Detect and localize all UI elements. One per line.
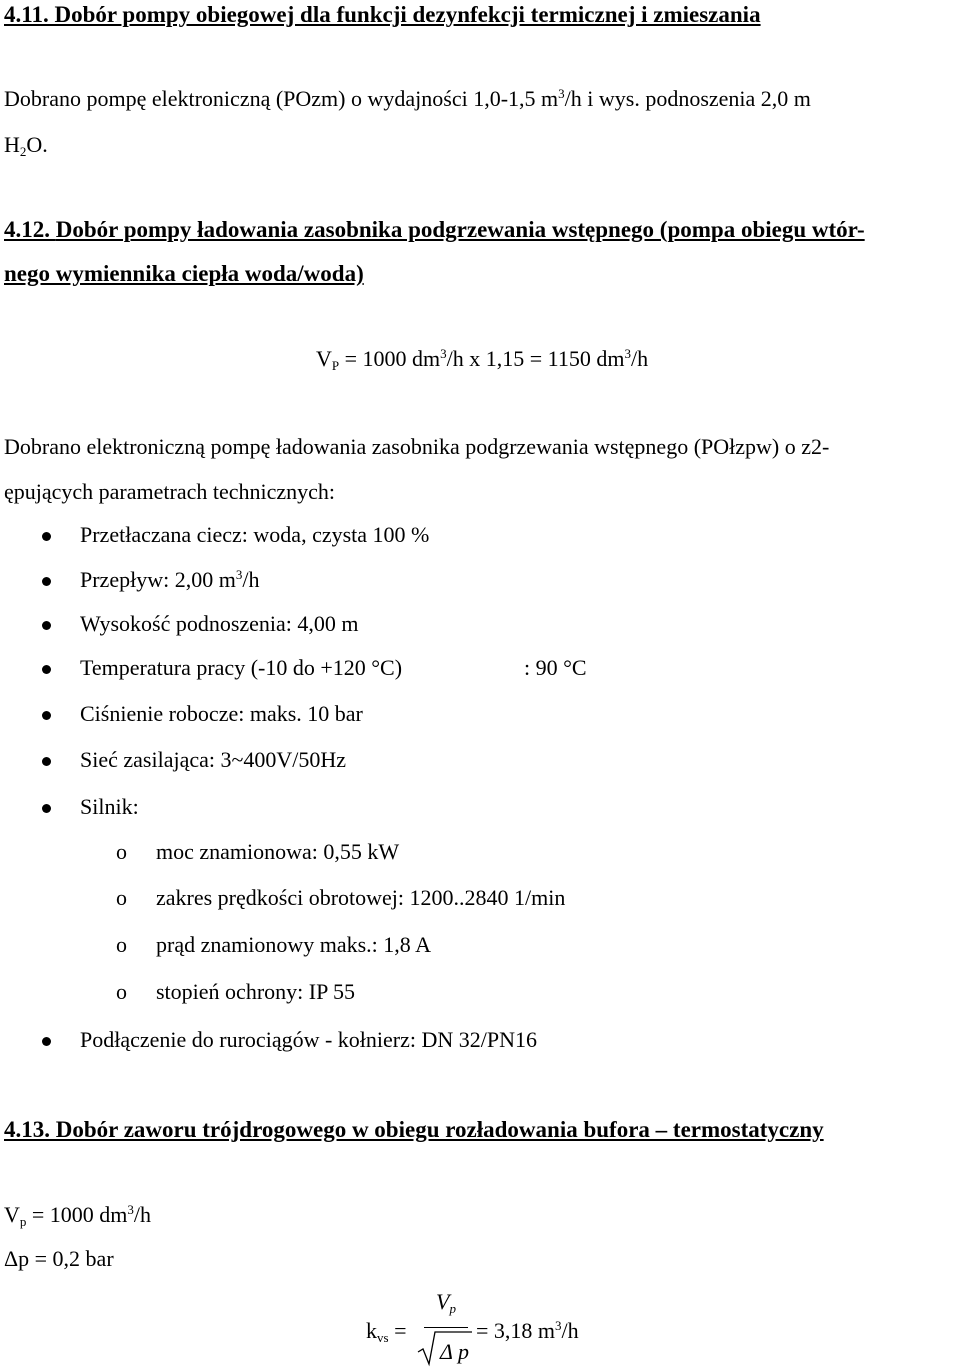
bullet-item: Podłączenie do rurociągów - kołnierz: DN 32/PN16 xyxy=(80,1027,537,1052)
formula-symbol: V xyxy=(316,346,332,371)
bullet-dot xyxy=(42,621,51,630)
sub-bullet-item: prąd znamionowy maks.: 1,8 A xyxy=(156,932,431,957)
bullet-item xyxy=(80,569,259,591)
superscript: 3 xyxy=(555,1318,562,1333)
bullet-dot xyxy=(42,804,51,813)
subscript: P xyxy=(331,358,340,373)
bullet-text: Przepływ: 2,00 m xyxy=(80,567,236,592)
superscript: 3 xyxy=(558,86,565,101)
kvs-numerator xyxy=(436,1289,456,1316)
superscript: 3 xyxy=(235,567,243,582)
subscript: vs xyxy=(377,1330,389,1345)
bullet-item-value: : 90 °C xyxy=(524,655,587,680)
formula-text: = 1000 dm xyxy=(339,346,441,371)
sub-bullet-item: moc znamionowa: 0,55 kW xyxy=(156,839,400,864)
formula-text: /h xyxy=(561,1318,579,1343)
section-4-11-paragraph-line2 xyxy=(4,132,48,159)
sub-bullet-marker: o xyxy=(116,979,127,1004)
superscript: 3 xyxy=(624,346,631,361)
bullet-dot xyxy=(42,532,51,541)
paragraph-text: Dobrano pompę elektroniczną (POzm) o wydajności 1,0-1,5 m xyxy=(4,86,559,111)
kvs-lhs xyxy=(366,1318,407,1345)
formula-symbol: k xyxy=(366,1318,377,1343)
bullet-dot xyxy=(42,665,51,674)
bullet-dot xyxy=(42,711,51,720)
kvs-denominator: Δ p xyxy=(440,1339,470,1364)
bullet-item: Wysokość podnoszenia: 4,00 m xyxy=(80,611,359,636)
sub-bullet-marker: o xyxy=(116,885,127,910)
heading-number: 4.12. xyxy=(4,217,50,242)
flow-formula xyxy=(316,346,649,373)
bullet-item: Przetłaczana ciecz: woda, czysta 100 % xyxy=(80,522,430,547)
formula-text: /h xyxy=(630,346,649,371)
formula-text: = xyxy=(388,1318,407,1343)
bullet-dot xyxy=(42,577,51,586)
paragraph-text: H xyxy=(4,132,20,157)
subscript: 2 xyxy=(19,144,27,159)
section-4-13-heading: 4.13. Dobór zaworu trójdrogowego w obiegu rozładowania bufora – termostatyczny xyxy=(4,1117,824,1142)
paragraph-text: /h i wys. podnoszenia 2,0 m xyxy=(564,86,811,111)
paragraph-text: O. xyxy=(26,132,48,157)
sub-bullet-marker: o xyxy=(116,839,127,864)
bullet-item: Ciśnienie robocze: maks. 10 bar xyxy=(80,701,363,726)
dp-formula: Δp = 0,2 bar xyxy=(4,1246,114,1271)
sub-bullet-marker: o xyxy=(116,932,127,957)
bullet-dot xyxy=(42,757,51,766)
subscript: p xyxy=(19,1214,27,1229)
formula-symbol: V xyxy=(436,1289,450,1314)
subscript: p xyxy=(449,1301,456,1316)
sub-bullet-item: stopień ochrony: IP 55 xyxy=(156,979,355,1004)
formula-text: = 1000 dm xyxy=(26,1202,128,1227)
superscript: 3 xyxy=(127,1202,134,1217)
formula-text: = 3,18 m xyxy=(476,1318,556,1343)
section-4-12-heading-line1 xyxy=(4,218,865,241)
intro-line2: ępujących parametrach technicznych: xyxy=(4,479,336,504)
vp-formula xyxy=(4,1202,152,1229)
formula-text: /h x 1,15 = 1150 dm xyxy=(446,346,625,371)
kvs-result xyxy=(476,1320,579,1342)
bullet-text: /h xyxy=(242,567,260,592)
bullet-item: Silnik: xyxy=(80,794,139,819)
section-4-12-heading-line2: nego wymiennika ciepła woda/woda) xyxy=(4,261,364,286)
bullet-item: Temperatura pracy (-10 do +120 °C) xyxy=(80,655,403,680)
bullet-item: Sieć zasilająca: 3~400V/50Hz xyxy=(80,747,347,772)
formula-text: /h xyxy=(133,1202,152,1227)
bullet-dot xyxy=(42,1037,51,1046)
section-4-11-heading: 4.11. Dobór pompy obiegowej dla funkcji dezynfekcji termicznej i zmieszania xyxy=(4,2,761,27)
formula-symbol: V xyxy=(4,1202,20,1227)
section-4-11-paragraph-line1 xyxy=(4,88,811,110)
superscript: 3 xyxy=(440,346,447,361)
sub-bullet-item: zakres prędkości obrotowej: 1200..2840 1/min xyxy=(156,885,566,910)
intro-line1: Dobrano elektroniczną pompę ładowania zasobnika podgrzewania wstępnego (POłzpw) o z2- xyxy=(4,434,830,459)
heading-text: Dobór pompy ładowania zasobnika podgrzewania wstępnego (pompa obiegu wtór- xyxy=(55,217,865,242)
